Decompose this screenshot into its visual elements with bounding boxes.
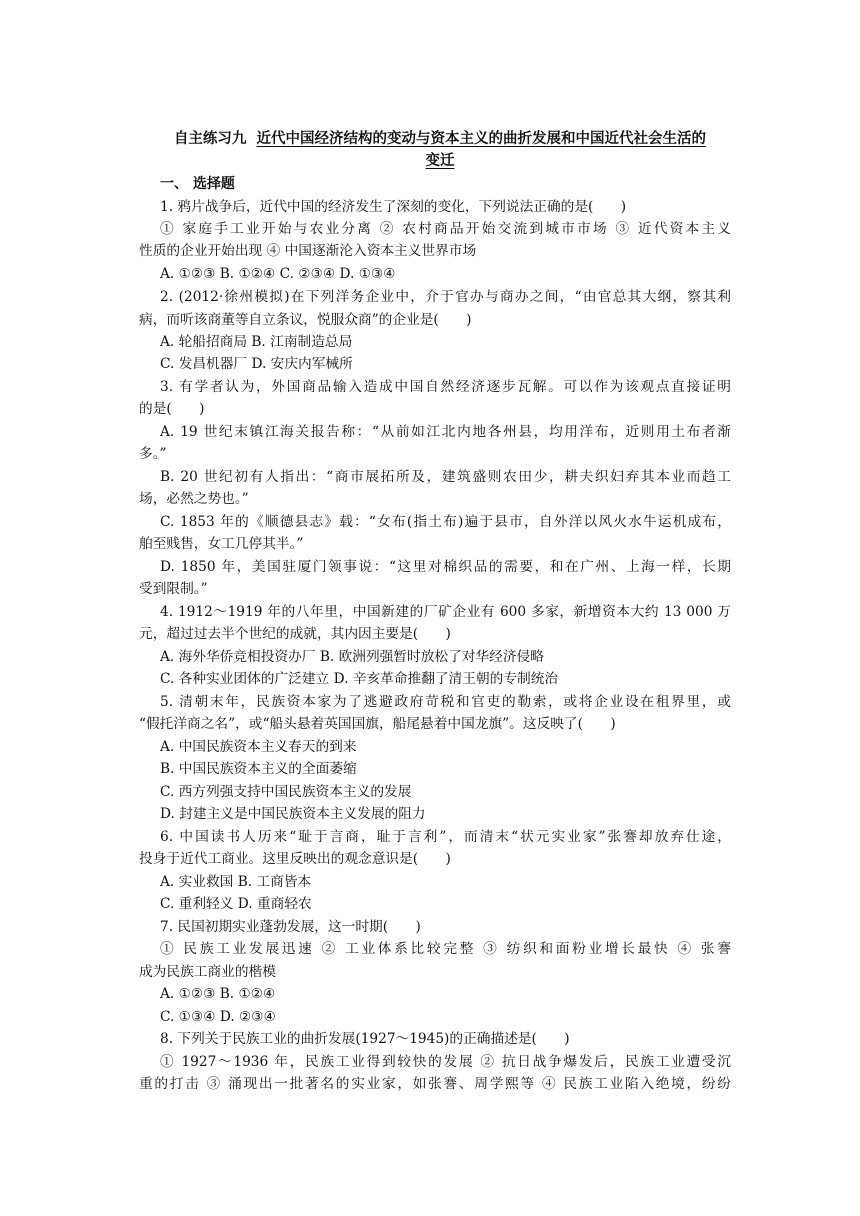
question-7-stem: 7. 民国初期实业蓬勃发展，这一时期( ) [160,919,421,935]
question-3-option-d-cont: 受到限制。” [139,581,208,597]
question-3-stem: 3. 有学者认为，外国商品输入造成中国自然经济逐步瓦解。可以作为该观点直接证明 [160,379,731,395]
question-3-option-a-cont: 多。” [139,446,167,462]
question-5-option-b: B. 中国民族资本主义的全面萎缩 [160,761,357,777]
question-2-stem: 2. (2012·徐州模拟)在下列洋务企业中，介于官办与商办之间，“由官总其大纲，察其利 [160,289,731,305]
question-4-stem-cont: 元，超过过去半个世纪的成就，其内因主要是( ) [139,626,451,642]
question-3-stem-cont: 的是( ) [139,401,205,417]
question-2-options-ab: A. 轮船招商局 B. 江南制造总局 [160,334,353,350]
question-8-statements: ① 1927～1936 年，民族工业得到较快的发展 ② 抗日战争爆发后，民族工业遭受沉 [160,1054,731,1070]
question-7-statements: ① 民族工业发展迅速 ② 工业体系比较完整 ③ 纺织和面粉业增长最快 ④ 张謇 [160,941,731,957]
question-5-stem: 5. 清朝末年，民族资本家为了逃避政府苛税和官吏的勒索，或将企业设在租界里，或 [160,694,731,710]
question-3-option-a: A. 19 世纪末镇江海关报告称：“从前如江北内地各州县，均用洋布，近则用土布者渐 [160,424,731,440]
question-3-option-b: B. 20 世纪初有人指出：“商市展拓所及，建筑盛则农田少，耕夫织妇弃其本业而趋工 [160,469,731,485]
question-5-option-a: A. 中国民族资本主义春天的到来 [160,739,357,755]
question-4-options-cd: C. 各种实业团体的广泛建立 D. 辛亥革命推翻了清王朝的专制统治 [160,671,559,687]
question-6-stem-cont: 投身于近代工商业。这里反映出的观念意识是( ) [139,851,451,867]
question-5-option-c: C. 西方列强支持中国民族资本主义的发展 [160,784,412,800]
question-3-option-c-cont: 舶至贱售，女工几停其半。” [139,536,304,552]
question-1-options: A. ①②③ B. ①②④ C. ②③④ D. ①③④ [160,266,396,282]
question-3-option-d: D. 1850 年，美国驻厦门领事说：“这里对棉织品的需要，和在广州、上海一样，长期 [160,559,731,575]
exercise-title-line-2 [140,150,740,172]
question-1-statements-cont: 性质的企业开始出现 ④ 中国逐渐沦入资本主义世界市场 [139,243,477,259]
question-7-options-cd: C. ①③④ D. ②③④ [160,1009,276,1025]
question-5-stem-cont: “假托洋商之名”，或“船头悬着英国国旗，船尾悬着中国龙旗”。这反映了( ) [139,716,616,732]
question-6-options-ab: A. 实业救国 B. 工商皆本 [160,874,312,890]
question-2-options-cd: C. 发昌机器厂 D. 安庆内军械所 [160,356,353,372]
question-6-stem: 6. 中国读书人历来“耻于言商，耻于言利”，而清末“状元实业家”张謇却放弃仕途， [160,829,731,845]
exercise-title-line-1 [140,128,740,150]
question-6-options-cd: C. 重利轻义 D. 重商轻农 [160,896,312,912]
question-8-statements-cont: 重的打击 ③ 涌现出一批著名的实业家，如张謇、周学熙等 ④ 民族工业陷入绝境，纷纷 [139,1076,731,1092]
question-4-options-ab: A. 海外华侨竞相投资办厂 B. 欧洲列强暂时放松了对华经济侵略 [160,649,544,665]
question-7-statements-cont: 成为民族工商业的楷模 [139,964,276,980]
exercise-title-topic: 近代中国经济结构的变动与资本主义的曲折发展和中国近代社会生活的 [256,131,707,147]
question-2-stem-cont: 病，而听该商董等自立条议，悦服众商”的企业是( ) [139,312,472,328]
question-5-option-d: D. 封建主义是中国民族资本主义发展的阻力 [160,806,426,822]
question-1-stem: 1. 鸦片战争后，近代中国的经济发生了深刻的变化，下列说法正确的是( ) [160,199,627,215]
question-3-option-b-cont: 场，必然之势也。” [139,491,249,507]
question-8-stem: 8. 下列关于民族工业的曲折发展(1927～1945)的正确描述是( ) [160,1031,570,1047]
question-1-statements: ① 家庭手工业开始与农业分离 ② 农村商品开始交流到城市市场 ③ 近代资本主义 [160,221,731,237]
question-3-option-c: C. 1853 年的《顺德县志》载：“女布(指土布)遍于县市，自外洋以风火水牛运机成布， [160,514,731,530]
exercise-title-topic-cont: 变迁 [425,153,455,169]
question-4-stem: 4. 1912～1919 年的八年里，中国新建的厂矿企业有 600 多家，新增资本大约 13 000 万 [160,604,731,620]
section-heading: 一、 选择题 [160,176,235,192]
question-7-options-ab: A. ①②③ B. ①②④ [160,986,276,1002]
exercise-title-prefix: 自主练习九 [173,131,247,147]
